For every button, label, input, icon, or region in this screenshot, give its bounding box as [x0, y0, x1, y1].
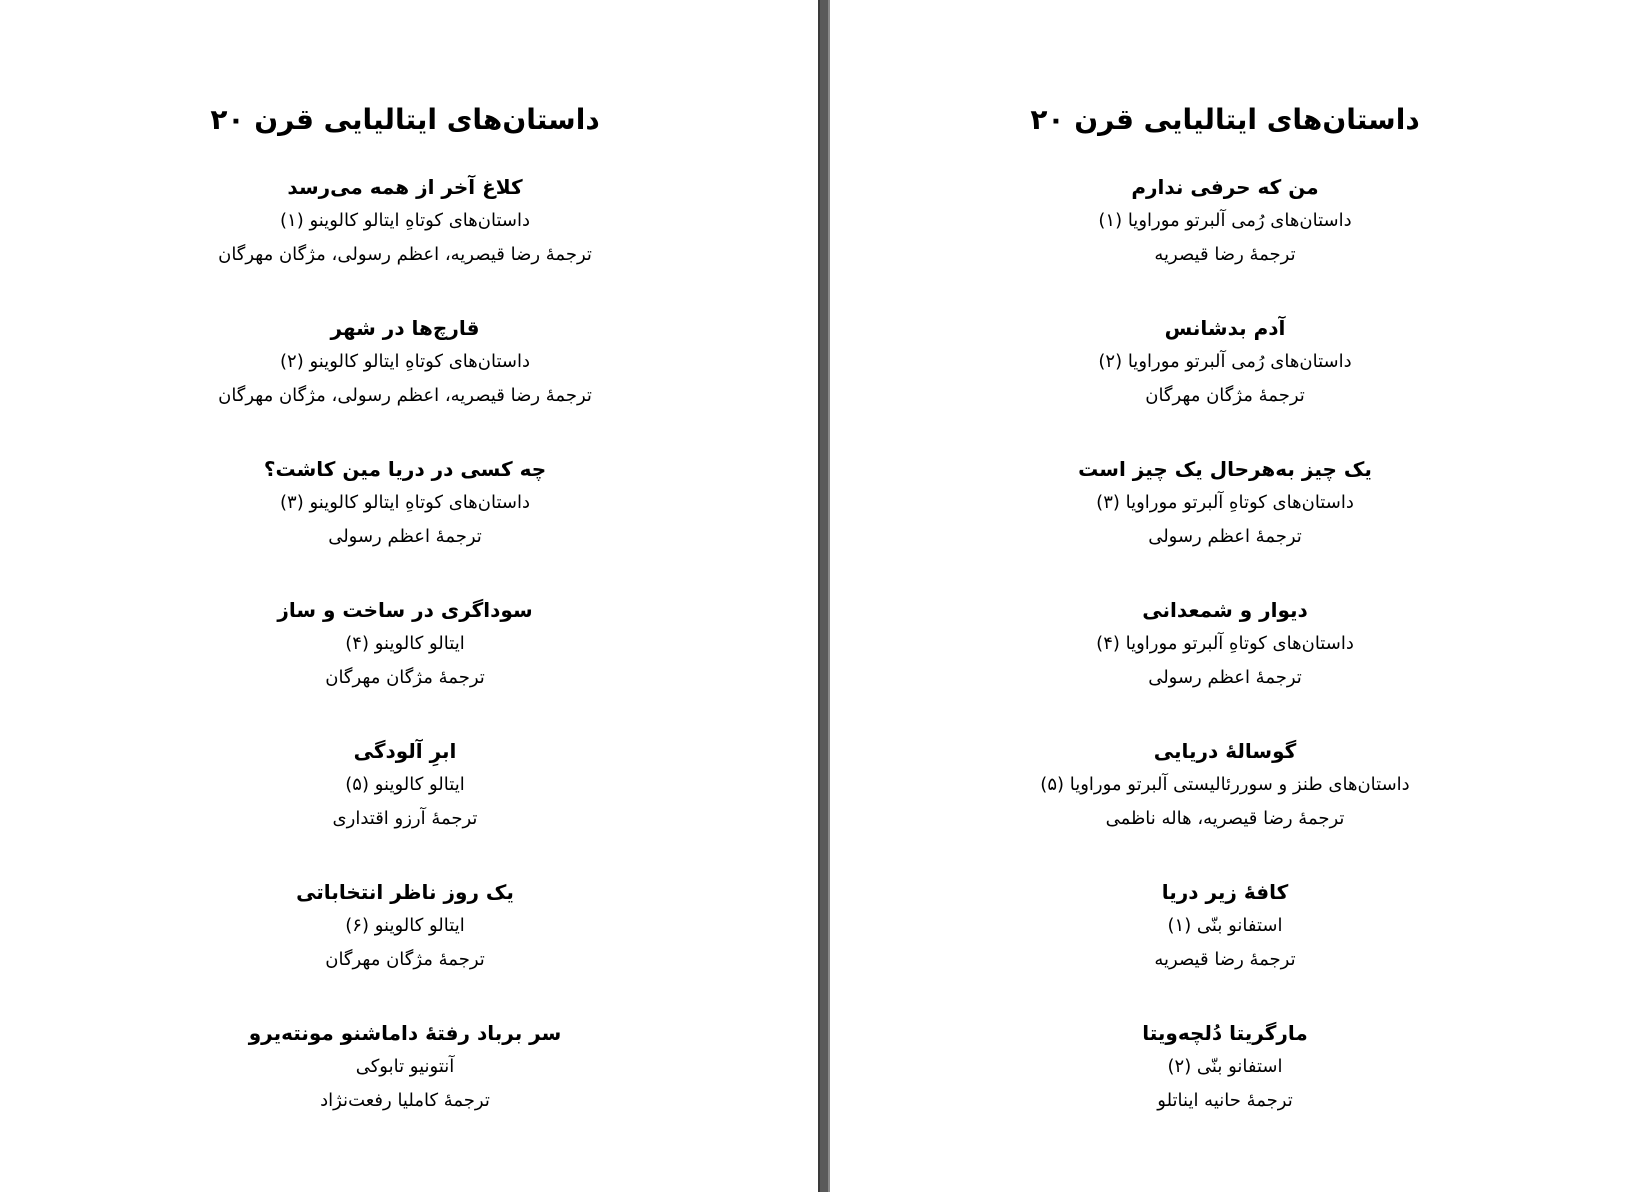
book-source: داستان‌های رُمی آلبرتو موراویا (۱) — [1098, 210, 1352, 231]
book-source: داستان‌های کوتاهِ آلبرتو موراویا (۳) — [1096, 492, 1354, 513]
book-translator: ترجمهٔ رضا قیصریه، اعظم رسولی، مژگان مهرگان — [218, 244, 592, 265]
book-title: گوسالهٔ دریایی — [1153, 739, 1297, 763]
book-title: قارچ‌ها در شهر — [330, 316, 480, 340]
book-translator: ترجمهٔ رضا قیصریه — [1154, 949, 1296, 970]
right-book-list — [975, 100, 1475, 1157]
book-title: یک روز ناظر انتخاباتی — [296, 880, 514, 904]
book-entry — [975, 1016, 1475, 1118]
book-title: من که حرفی ندارم — [1131, 175, 1319, 199]
book-translator: ترجمهٔ اعظم رسولی — [1148, 526, 1302, 547]
book-entry — [975, 170, 1475, 272]
book-source: ایتالو کالوینو (۶) — [345, 915, 465, 936]
book-source: استفانو بنّی (۲) — [1167, 1056, 1283, 1077]
book-title: چه کسی در دریا مین کاشت؟ — [263, 457, 547, 481]
book-entry — [975, 734, 1475, 836]
left-book-list — [160, 100, 650, 1157]
book-source: داستان‌های رُمی آلبرتو موراویا (۲) — [1098, 351, 1352, 372]
book-entry — [160, 734, 650, 836]
series-title: داستان‌های ایتالیایی قرن ۲۰ — [1030, 103, 1420, 136]
book-entry — [975, 311, 1475, 413]
book-source: استفانو بنّی (۱) — [1167, 915, 1283, 936]
book-translator: ترجمهٔ حانیه ایناتلو — [1157, 1090, 1293, 1111]
book-translator: ترجمهٔ رضا قیصریه، هاله ناظمی — [1105, 808, 1345, 829]
book-source: داستان‌های کوتاهِ ایتالو کالوینو (۳) — [280, 492, 530, 513]
book-title: یک چیز به‌هرحال یک چیز است — [1078, 457, 1372, 481]
book-translator: ترجمهٔ اعظم رسولی — [1148, 667, 1302, 688]
book-translator: ترجمهٔ مژگان مهرگان — [325, 667, 485, 688]
book-source: داستان‌های طنز و سوررئالیستی آلبرتو موراویا (۵) — [1040, 774, 1410, 795]
book-translator: ترجمهٔ رضا قیصریه، اعظم رسولی، مژگان مهرگان — [218, 385, 592, 406]
book-title: ابرِ آلودگی — [353, 739, 457, 763]
book-title: مارگریتا دُلچه‌ویتا — [1142, 1021, 1308, 1045]
book-translator: ترجمهٔ آرزو اقتداری — [332, 808, 478, 829]
book-entry — [160, 593, 650, 695]
left-page — [0, 0, 818, 1192]
book-translator: ترجمهٔ رضا قیصریه — [1154, 244, 1296, 265]
book-translator: ترجمهٔ مژگان مهرگان — [1145, 385, 1305, 406]
book-entry — [160, 452, 650, 554]
book-entry — [160, 1016, 650, 1118]
book-entry — [975, 452, 1475, 554]
book-translator: ترجمهٔ کاملیا رفعت‌نژاد — [320, 1090, 490, 1111]
book-translator: ترجمهٔ اعظم رسولی — [328, 526, 482, 547]
book-source: ایتالو کالوینو (۴) — [345, 633, 465, 654]
book-source: آنتونیو تابوکی — [355, 1056, 455, 1077]
right-page — [830, 0, 1645, 1192]
book-entry — [160, 875, 650, 977]
book-title: دیوار و شمعدانی — [1142, 598, 1308, 622]
book-title: کافهٔ زیر دریا — [1161, 880, 1289, 904]
book-title: سوداگری در ساخت و ساز — [277, 598, 533, 622]
series-title: داستان‌های ایتالیایی قرن ۲۰ — [210, 103, 600, 136]
book-title: سر برباد رفتهٔ داماشنو مونته‌یرو — [248, 1021, 562, 1045]
book-source: داستان‌های کوتاهِ آلبرتو موراویا (۴) — [1096, 633, 1354, 654]
book-entry — [160, 311, 650, 413]
book-title: کلاغ آخر از همه می‌رسد — [287, 175, 523, 199]
book-entry — [160, 170, 650, 272]
book-source: ایتالو کالوینو (۵) — [345, 774, 465, 795]
book-source: داستان‌های کوتاهِ ایتالو کالوینو (۲) — [280, 351, 530, 372]
book-source: داستان‌های کوتاهِ ایتالو کالوینو (۱) — [280, 210, 530, 231]
book-translator: ترجمهٔ مژگان مهرگان — [325, 949, 485, 970]
book-title: آدم بدشانس — [1164, 316, 1286, 340]
book-entry — [975, 875, 1475, 977]
book-spine-gutter — [818, 0, 830, 1192]
book-entry — [975, 593, 1475, 695]
